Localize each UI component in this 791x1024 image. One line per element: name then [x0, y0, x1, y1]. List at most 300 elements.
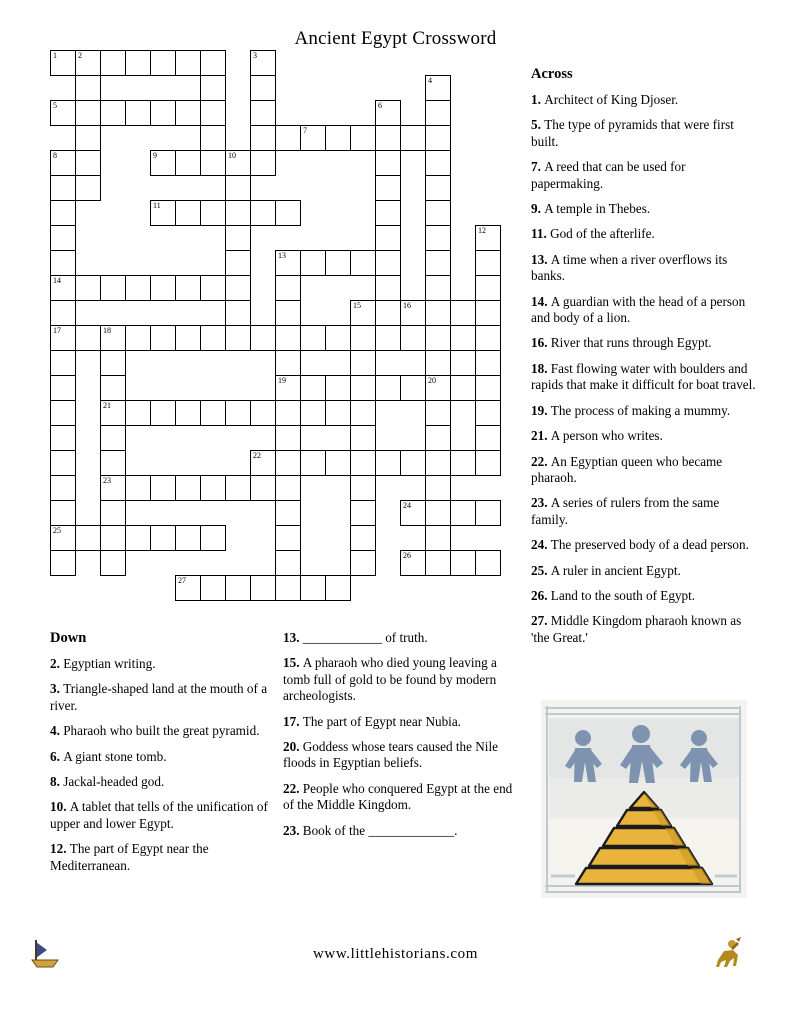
grid-cell[interactable] [450, 375, 476, 401]
grid-cell[interactable] [425, 125, 451, 151]
grid-cell[interactable] [200, 75, 226, 101]
grid-cell[interactable] [325, 450, 351, 476]
clue-text: A tablet that tells of the unification of upper and lower Egypt. [50, 799, 268, 831]
grid-cell[interactable] [175, 275, 201, 301]
grid-cell[interactable] [450, 300, 476, 326]
clue-item [531, 92, 759, 108]
grid-cell[interactable] [475, 375, 501, 401]
grid-cell[interactable] [300, 375, 326, 401]
grid-cell[interactable] [200, 275, 226, 301]
grid-cell[interactable] [100, 400, 126, 426]
grid-cell[interactable] [50, 100, 76, 126]
down-heading: Down [50, 630, 87, 646]
clue-text: Fast flowing water with boulders and rapids that make it difficult for boat travel. [531, 360, 756, 393]
grid-cell[interactable] [200, 400, 226, 426]
clue-text: Triangle-shaped land at the mouth of a river. [50, 681, 268, 713]
clue-number: 16. [531, 335, 551, 351]
clue-number: 12. [50, 841, 70, 857]
grid-cell[interactable] [450, 450, 476, 476]
grid-cell[interactable] [425, 100, 451, 126]
grid-cell-number: 11 [153, 201, 161, 210]
grid-cell[interactable] [275, 300, 301, 326]
clue-number: 24. [531, 537, 551, 553]
grid-cell-number: 14 [53, 276, 61, 285]
grid-cell[interactable] [275, 550, 301, 576]
grid-cell[interactable] [125, 475, 151, 501]
grid-cell[interactable] [325, 375, 351, 401]
clue-item [283, 714, 519, 730]
clue-item [531, 428, 759, 444]
grid-cell[interactable] [225, 300, 251, 326]
grid-cell-number: 21 [103, 401, 111, 410]
grid-cell[interactable] [250, 100, 276, 126]
grid-cell[interactable] [425, 150, 451, 176]
grid-cell[interactable] [400, 325, 426, 351]
clue-number: 15. [283, 655, 303, 671]
grid-cell[interactable] [400, 125, 426, 151]
clue-text: A giant stone tomb. [63, 748, 167, 764]
grid-cell[interactable] [450, 550, 476, 576]
grid-cell[interactable] [300, 400, 326, 426]
clue-item [531, 226, 759, 242]
grid-cell[interactable] [350, 525, 376, 551]
grid-cell[interactable] [125, 275, 151, 301]
grid-cell-number: 24 [403, 501, 411, 510]
clue-number: 20. [283, 739, 303, 755]
clue-text: Egyptian writing. [63, 656, 156, 671]
grid-cell[interactable] [225, 225, 251, 251]
grid-cell[interactable] [400, 550, 426, 576]
grid-cell[interactable] [175, 200, 201, 226]
grid-cell[interactable] [100, 100, 126, 126]
clue-number: 2. [50, 656, 64, 671]
clue-number: 27. [531, 613, 551, 629]
grid-cell[interactable] [250, 50, 276, 76]
grid-cell[interactable] [425, 275, 451, 301]
grid-cell[interactable] [100, 350, 126, 376]
grid-cell[interactable] [50, 550, 76, 576]
grid-cell[interactable] [350, 450, 376, 476]
clue-item [531, 588, 759, 604]
grid-cell[interactable] [425, 475, 451, 501]
grid-cell-number: 27 [178, 576, 186, 585]
clue-item [50, 774, 272, 790]
grid-cell[interactable] [275, 525, 301, 551]
clue-number: 19. [531, 402, 551, 418]
clue-item [531, 252, 759, 285]
grid-cell[interactable] [125, 525, 151, 551]
grid-cell[interactable] [100, 550, 126, 576]
grid-cell-number: 1 [53, 51, 57, 60]
clue-number: 10. [50, 799, 70, 815]
grid-cell[interactable] [425, 200, 451, 226]
grid-cell[interactable] [75, 275, 101, 301]
grid-cell[interactable] [425, 325, 451, 351]
grid-cell[interactable] [50, 450, 76, 476]
grid-cell[interactable] [200, 100, 226, 126]
grid-cell-number: 4 [428, 76, 432, 85]
grid-cell[interactable] [350, 550, 376, 576]
crossword-grid[interactable] [50, 50, 520, 620]
grid-cell[interactable] [325, 575, 351, 601]
grid-cell[interactable] [150, 50, 176, 76]
grid-cell[interactable] [350, 375, 376, 401]
grid-cell[interactable] [100, 500, 126, 526]
grid-cell[interactable] [200, 50, 226, 76]
grid-cell-number: 5 [53, 101, 57, 110]
clue-item [283, 739, 519, 772]
grid-cell[interactable] [150, 325, 176, 351]
grid-cell[interactable] [375, 275, 401, 301]
grid-cell[interactable] [475, 300, 501, 326]
grid-cell[interactable] [175, 400, 201, 426]
grid-cell[interactable] [375, 150, 401, 176]
clue-text: A series of rulers from the same family. [531, 495, 720, 527]
grid-cell[interactable] [50, 50, 76, 76]
grid-cell[interactable] [100, 50, 126, 76]
clue-number: 6. [50, 748, 64, 764]
grid-cell[interactable] [250, 75, 276, 101]
grid-cell[interactable] [425, 225, 451, 251]
grid-cell[interactable] [475, 275, 501, 301]
grid-cell[interactable] [50, 525, 76, 551]
grid-cell[interactable] [75, 50, 101, 76]
page-title: Ancient Egypt Crossword [294, 28, 497, 49]
grid-cell[interactable] [50, 200, 76, 226]
grid-cell[interactable] [225, 400, 251, 426]
grid-cell[interactable] [225, 325, 251, 351]
grid-cell[interactable] [75, 150, 101, 176]
clue-item [531, 495, 759, 528]
grid-cell[interactable] [50, 375, 76, 401]
grid-cell-number: 15 [353, 301, 361, 310]
grid-cell[interactable] [250, 475, 276, 501]
grid-cell[interactable] [150, 100, 176, 126]
grid-cell[interactable] [275, 350, 301, 376]
boat-icon [30, 936, 60, 970]
grid-cell-number: 18 [103, 326, 111, 335]
clue-text: Middle Kingdom pharaoh known as 'the Great.' [531, 613, 742, 645]
grid-cell[interactable] [100, 375, 126, 401]
grid-cell[interactable] [300, 250, 326, 276]
grid-cell[interactable] [375, 375, 401, 401]
clue-number: 13. [283, 630, 303, 645]
grid-cell[interactable] [50, 225, 76, 251]
grid-cell[interactable] [425, 350, 451, 376]
grid-cell[interactable] [50, 175, 76, 201]
grid-cell[interactable] [475, 400, 501, 426]
grid-cell[interactable] [350, 125, 376, 151]
clue-number: 3. [50, 681, 64, 697]
grid-cell[interactable] [175, 475, 201, 501]
grid-cell[interactable] [150, 150, 176, 176]
grid-cell[interactable] [375, 450, 401, 476]
grid-cell[interactable] [350, 400, 376, 426]
grid-cell[interactable] [475, 225, 501, 251]
grid-cell[interactable] [75, 75, 101, 101]
grid-cell[interactable] [325, 325, 351, 351]
grid-cell[interactable] [425, 500, 451, 526]
grid-cell[interactable] [425, 400, 451, 426]
clue-text: The process of making a mummy. [550, 402, 731, 418]
grid-cell[interactable] [475, 425, 501, 451]
grid-cell[interactable] [200, 125, 226, 151]
grid-cell[interactable] [400, 375, 426, 401]
grid-cell[interactable] [400, 300, 426, 326]
grid-cell[interactable] [50, 500, 76, 526]
clue-item [531, 403, 759, 419]
clue-number: 1. [531, 92, 545, 107]
grid-cell[interactable] [425, 250, 451, 276]
grid-cell[interactable] [275, 375, 301, 401]
grid-cell[interactable] [300, 450, 326, 476]
grid-cell[interactable] [50, 275, 76, 301]
grid-cell[interactable] [250, 575, 276, 601]
grid-cell[interactable] [350, 300, 376, 326]
grid-cell[interactable] [275, 475, 301, 501]
grid-cell[interactable] [475, 325, 501, 351]
grid-cell-number: 22 [253, 451, 261, 460]
grid-cell[interactable] [75, 525, 101, 551]
grid-cell[interactable] [375, 200, 401, 226]
clue-text: ____________ of truth. [302, 630, 428, 645]
clue-item [531, 294, 759, 327]
grid-cell[interactable] [275, 450, 301, 476]
grid-cell[interactable] [225, 475, 251, 501]
grid-cell[interactable] [100, 275, 126, 301]
clue-number: 9. [531, 201, 545, 217]
clue-text: Architect of King Djoser. [544, 92, 679, 107]
clue-number: 11. [531, 226, 551, 242]
clue-number: 23. [283, 822, 303, 838]
grid-cell[interactable] [100, 450, 126, 476]
grid-cell[interactable] [225, 575, 251, 601]
grid-cell[interactable] [225, 250, 251, 276]
clue-text: A ruler in ancient Egypt. [550, 562, 681, 578]
grid-cell[interactable] [175, 50, 201, 76]
grid-cell[interactable] [325, 400, 351, 426]
grid-cell[interactable] [225, 275, 251, 301]
grid-cell[interactable] [50, 300, 76, 326]
grid-cell[interactable] [175, 325, 201, 351]
grid-cell[interactable] [275, 400, 301, 426]
grid-cell[interactable] [175, 575, 201, 601]
clue-number: 21. [531, 428, 551, 444]
grid-cell[interactable] [400, 500, 426, 526]
grid-cell[interactable] [250, 400, 276, 426]
clue-number: 22. [531, 453, 551, 469]
grid-cell[interactable] [375, 100, 401, 126]
clue-item [50, 723, 272, 739]
grid-cell[interactable] [175, 100, 201, 126]
clue-number: 13. [531, 251, 551, 267]
grid-cell[interactable] [225, 150, 251, 176]
grid-cell[interactable] [475, 500, 501, 526]
grid-cell[interactable] [75, 100, 101, 126]
grid-cell[interactable] [375, 325, 401, 351]
grid-cell[interactable] [150, 275, 176, 301]
grid-cell[interactable] [50, 250, 76, 276]
grid-cell[interactable] [275, 250, 301, 276]
grid-cell[interactable] [150, 525, 176, 551]
grid-cell[interactable] [250, 325, 276, 351]
grid-cell[interactable] [50, 150, 76, 176]
grid-cell[interactable] [275, 500, 301, 526]
clue-text: A person who writes. [550, 428, 663, 444]
grid-cell[interactable] [425, 450, 451, 476]
grid-cell-number: 19 [278, 376, 286, 385]
clue-text: A reed that can be used for papermaking. [531, 159, 686, 191]
grid-cell[interactable] [350, 425, 376, 451]
grid-cell[interactable] [425, 425, 451, 451]
grid-cell[interactable] [475, 550, 501, 576]
grid-cell[interactable] [75, 125, 101, 151]
grid-cell[interactable] [350, 250, 376, 276]
clue-text: People who conquered Egypt at the end of the Middle Kingdom. [283, 780, 513, 813]
clue-number: 17. [283, 713, 303, 729]
clue-item [531, 537, 759, 553]
grid-cell[interactable] [50, 350, 76, 376]
grid-cell[interactable] [125, 325, 151, 351]
clue-item [531, 454, 759, 487]
grid-cell[interactable] [475, 450, 501, 476]
clue-text: River that runs through Egypt. [550, 335, 712, 351]
grid-cell[interactable] [200, 525, 226, 551]
grid-cell[interactable] [225, 175, 251, 201]
grid-cell[interactable] [275, 125, 301, 151]
horseman-icon [712, 936, 744, 970]
clue-text: The part of Egypt near the Mediterranean. [50, 841, 209, 873]
clue-text: The type of pyramids that were first built. [531, 117, 734, 149]
clue-item [283, 630, 519, 646]
grid-cell[interactable] [400, 450, 426, 476]
grid-cell[interactable] [300, 125, 326, 151]
grid-cell[interactable] [200, 475, 226, 501]
clue-text: A temple in Thebes. [544, 201, 651, 217]
grid-cell[interactable] [275, 575, 301, 601]
clue-item [531, 117, 759, 150]
grid-cell[interactable] [375, 250, 401, 276]
clue-item [50, 656, 272, 672]
grid-cell[interactable] [450, 325, 476, 351]
grid-cell[interactable] [325, 250, 351, 276]
grid-cell[interactable] [75, 175, 101, 201]
clue-text: The preserved body of a dead person. [550, 537, 749, 553]
clue-item [531, 613, 759, 646]
grid-cell[interactable] [350, 475, 376, 501]
clue-item [531, 159, 759, 192]
grid-cell[interactable] [425, 525, 451, 551]
grid-cell[interactable] [150, 400, 176, 426]
grid-cell[interactable] [450, 500, 476, 526]
grid-cell[interactable] [175, 525, 201, 551]
grid-cell[interactable] [75, 325, 101, 351]
down-clue-list-column-1 [50, 630, 272, 883]
grid-cell[interactable] [350, 350, 376, 376]
grid-cell[interactable] [475, 350, 501, 376]
grid-cell[interactable] [200, 150, 226, 176]
clue-number: 23. [531, 495, 551, 511]
grid-cell[interactable] [175, 150, 201, 176]
clue-item [50, 749, 272, 765]
grid-cell[interactable] [100, 325, 126, 351]
grid-cell[interactable] [50, 475, 76, 501]
grid-cell-number: 7 [303, 126, 307, 135]
grid-cell-number: 17 [53, 326, 61, 335]
grid-cell[interactable] [425, 300, 451, 326]
grid-cell[interactable] [425, 175, 451, 201]
grid-cell[interactable] [200, 325, 226, 351]
grid-cell[interactable] [225, 200, 251, 226]
clue-number: 8. [50, 774, 64, 790]
grid-cell[interactable] [250, 125, 276, 151]
grid-cell[interactable] [300, 325, 326, 351]
clue-item [531, 563, 759, 579]
grid-cell-number: 26 [403, 551, 411, 560]
grid-cell[interactable] [275, 200, 301, 226]
grid-cell[interactable] [50, 400, 76, 426]
grid-cell[interactable] [125, 50, 151, 76]
grid-cell[interactable] [425, 550, 451, 576]
grid-cell[interactable] [50, 425, 76, 451]
grid-cell[interactable] [125, 400, 151, 426]
grid-cell-number: 25 [53, 526, 61, 535]
grid-cell[interactable] [300, 575, 326, 601]
clue-text: A time when a river overflows its banks. [531, 251, 728, 284]
clue-item [531, 201, 759, 217]
grid-cell[interactable] [375, 125, 401, 151]
grid-cell[interactable] [250, 200, 276, 226]
grid-cell[interactable] [100, 475, 126, 501]
grid-cell[interactable] [50, 325, 76, 351]
clue-text: Goddess whose tears caused the Nile floods in Egyptian beliefs. [283, 739, 498, 771]
grid-cell[interactable] [100, 425, 126, 451]
grid-cell[interactable] [100, 525, 126, 551]
clue-item [531, 361, 759, 394]
grid-cell-number: 9 [153, 151, 157, 160]
grid-cell[interactable] [275, 275, 301, 301]
clue-text: A pharaoh who died young leaving a tomb full of gold to be found by modern archeologists. [283, 655, 497, 704]
grid-cell[interactable] [200, 200, 226, 226]
grid-cell-number: 10 [228, 151, 236, 160]
clue-number: 18. [531, 360, 551, 376]
clue-text: A guardian with the head of a person and body of a lion. [531, 293, 746, 326]
clue-number: 5. [531, 117, 545, 133]
grid-cell[interactable] [350, 325, 376, 351]
clue-text: The part of Egypt near Nubia. [302, 713, 461, 729]
grid-cell[interactable] [150, 200, 176, 226]
grid-cell[interactable] [250, 450, 276, 476]
pyramid-artwork [541, 700, 747, 898]
across-heading: Across [531, 66, 573, 82]
grid-cell[interactable] [475, 250, 501, 276]
grid-cell[interactable] [375, 175, 401, 201]
grid-cell[interactable] [250, 150, 276, 176]
grid-cell[interactable] [200, 575, 226, 601]
grid-cell[interactable] [150, 475, 176, 501]
grid-cell[interactable] [375, 225, 401, 251]
egyptian-pyramid-illustration [541, 700, 747, 898]
grid-cell-number: 3 [253, 51, 257, 60]
grid-cell[interactable] [275, 425, 301, 451]
grid-cell[interactable] [350, 500, 376, 526]
grid-cell[interactable] [425, 375, 451, 401]
grid-cell[interactable] [425, 75, 451, 101]
grid-cell[interactable] [275, 325, 301, 351]
grid-cell[interactable] [125, 100, 151, 126]
clue-text: Pharaoh who built the great pyramid. [63, 723, 260, 739]
grid-cell[interactable] [325, 125, 351, 151]
